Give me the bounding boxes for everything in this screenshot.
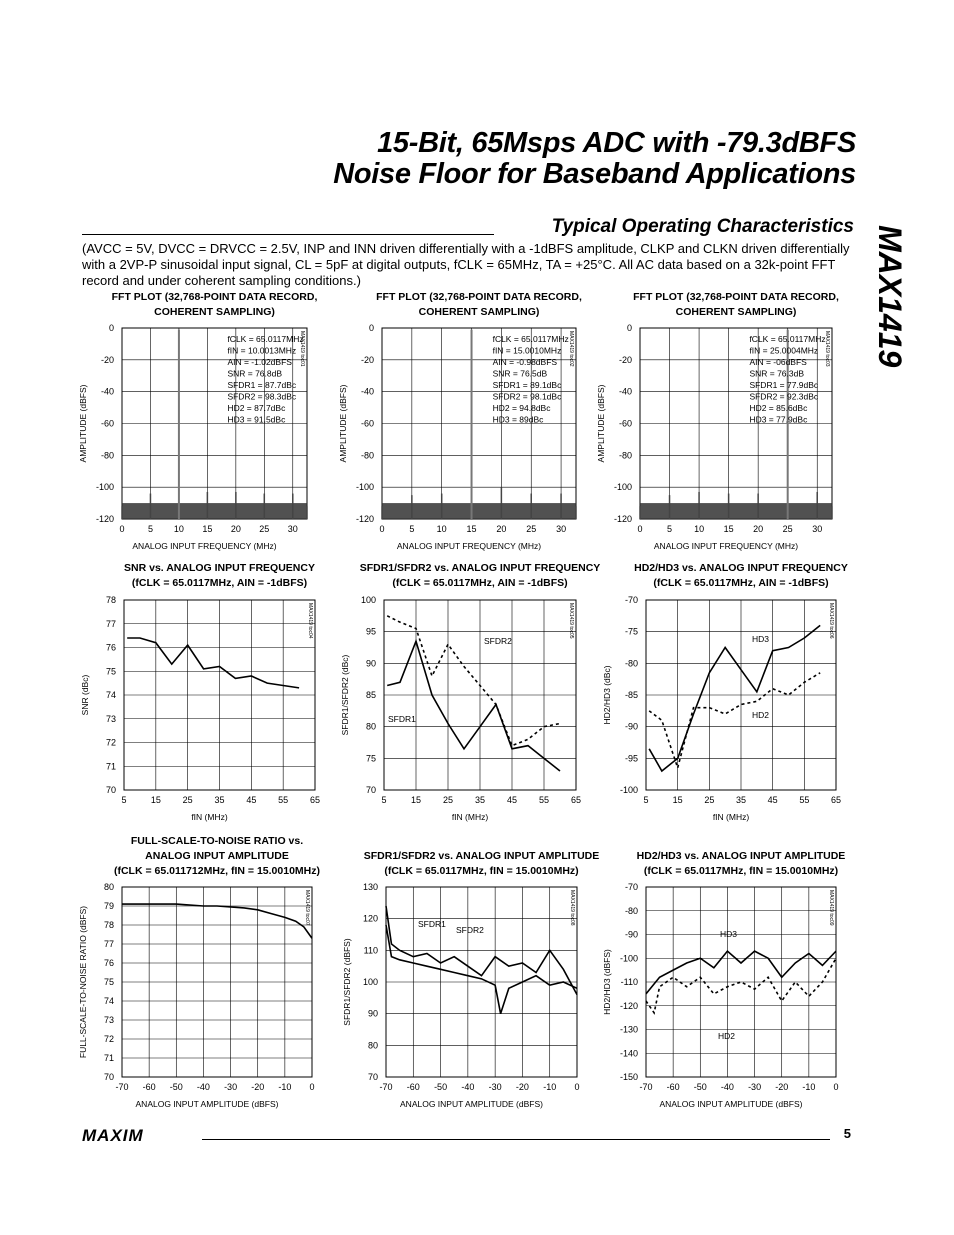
y-tick-label: -20: [100, 354, 114, 365]
y-tick-label: 100: [362, 977, 378, 987]
annotation: HD2 = 94.8dBc: [492, 403, 551, 413]
y-axis-label: AMPLITUDE (dBFS): [338, 384, 348, 463]
y-tick-label: 79: [103, 901, 114, 911]
chart-title-line: FFT PLOT (32,768-POINT DATA RECORD,: [633, 291, 839, 303]
y-tick-label: 71: [103, 1053, 114, 1063]
y-tick-label: 78: [103, 920, 114, 930]
x-tick-label: 25: [704, 795, 715, 805]
y-axis-label: AMPLITUDE (dBFS): [596, 384, 606, 463]
y-tick-label: 76: [103, 958, 114, 968]
y-tick-label: -40: [100, 386, 114, 397]
series-line-sfdr1: [386, 925, 577, 1014]
chart-title-line: SNR vs. ANALOG INPUT FREQUENCY: [124, 562, 315, 574]
x-tick-label: 30: [812, 524, 823, 534]
y-axis-label: HD2/HD3 (dBc): [602, 665, 612, 725]
chart-title-line: HD2/HD3 vs. ANALOG INPUT AMPLITUDE: [636, 850, 846, 862]
x-tick-label: 25: [259, 524, 270, 534]
y-tick-label: -80: [624, 658, 638, 669]
y-tick-label: 74: [105, 690, 116, 700]
x-tick-label: 15: [150, 795, 161, 805]
chart-title-line: FFT PLOT (32,768-POINT DATA RECORD,: [111, 291, 318, 303]
figure-code: MAX1419 toc02: [568, 331, 574, 367]
x-axis-label: ANALOG INPUT AMPLITUDE (dBFS): [400, 1099, 543, 1109]
x-tick-label: 10: [173, 524, 184, 534]
y-tick-label: -60: [100, 418, 114, 429]
annotation: fCLK = 65.0117MHz: [227, 334, 304, 344]
annotation: SFDR2 = 98.1dBc: [492, 391, 562, 402]
maxim-logo: [82, 1126, 192, 1149]
annotation: SFDR1 = 77.9dBc: [749, 380, 819, 390]
footer-divider: [202, 1139, 830, 1140]
chart-title-line: HD2/HD3 vs. ANALOG INPUT FREQUENCY: [634, 562, 848, 574]
part-number-label: MAX1419: [872, 225, 908, 368]
chart-title-fft2: [349, 290, 609, 320]
y-tick-label: -70: [624, 596, 638, 605]
y-tick-label: 70: [105, 785, 116, 795]
series-label: SFDR1: [418, 919, 446, 929]
x-tick-label: 5: [409, 524, 415, 534]
y-tick-label: 78: [105, 596, 116, 605]
chart-svg-fft1: [74, 324, 319, 559]
x-tick-label: 35: [214, 795, 225, 805]
title-line-1: 15-Bit, 65Msps ADC with -79.3dBFS: [377, 127, 856, 159]
x-axis-label: fIN (MHz): [451, 812, 489, 822]
chart-title-line: (fCLK = 65.0117MHz, AIN = -1dBFS): [392, 577, 568, 589]
series-line-sfdr1: [387, 641, 560, 771]
x-tick-label: -10: [802, 1082, 816, 1092]
x-tick-label: -70: [639, 1082, 653, 1092]
x-tick-label: 25: [182, 795, 193, 805]
x-tick-label: 5: [147, 524, 153, 534]
x-tick-label: 45: [246, 795, 257, 805]
chart-title-line: FFT PLOT (32,768-POINT DATA RECORD,: [376, 291, 582, 303]
figure-code: MAX1419 toc08: [569, 890, 575, 926]
y-tick-label: -80: [360, 450, 374, 461]
x-tick-label: 65: [570, 795, 582, 805]
y-axis-label: SFDR1/SFDR2 (dBc): [340, 654, 350, 736]
x-tick-label: 0: [833, 1082, 839, 1092]
chart-title-line: COHERENT SAMPLING): [675, 306, 797, 318]
y-tick-label: 77: [105, 618, 116, 629]
x-tick-label: 5: [643, 795, 649, 805]
x-axis-label: ANALOG INPUT FREQUENCY (MHz): [132, 541, 277, 551]
series-label: SFDR2: [456, 925, 484, 935]
y-tick-label: -100: [613, 482, 632, 493]
annotation: HD3 = 91.5dBc: [227, 414, 286, 425]
figure-code: MAX1419 toc09: [828, 890, 834, 926]
x-tick-label: -50: [693, 1082, 707, 1092]
x-axis-label: ANALOG INPUT FREQUENCY (MHz): [653, 541, 799, 551]
x-tick-label: 0: [119, 524, 125, 534]
annotation: SNR = 76.8dB: [227, 368, 283, 379]
y-tick-label: 75: [365, 753, 376, 764]
x-axis-label: fIN (MHz): [191, 812, 228, 822]
x-tick-label: 55: [278, 795, 289, 805]
annotation: fCLK = 65.0117MHz: [749, 334, 826, 344]
annotation: fIN = 15.0010MHz: [492, 345, 562, 356]
series-line-hd2: [646, 958, 836, 1013]
x-tick-label: 10: [436, 524, 447, 534]
y-axis-label: FULL-SCALE-TO-NOISE RATIO (dBFS): [78, 905, 88, 1059]
y-tick-label: 85: [365, 690, 376, 700]
x-tick-label: 45: [506, 795, 518, 805]
x-tick-label: 35: [474, 795, 486, 805]
y-tick-label: -20: [618, 354, 632, 365]
x-tick-label: -70: [115, 1082, 129, 1092]
chart-title-fft3: [606, 290, 866, 320]
x-tick-label: 15: [202, 524, 213, 534]
x-tick-label: -70: [379, 1082, 393, 1092]
y-tick-label: -150: [619, 1072, 638, 1082]
x-tick-label: 0: [574, 1082, 580, 1092]
chart-title-hd_freq: [611, 561, 871, 591]
y-tick-label: 76: [105, 642, 116, 653]
y-tick-label: 90: [367, 1008, 378, 1019]
x-tick-label: 0: [637, 524, 643, 534]
annotation: SNR = 76.5dB: [492, 368, 548, 379]
x-tick-label: 0: [309, 1082, 315, 1092]
y-tick-label: -120: [355, 514, 374, 524]
y-tick-label: -60: [360, 418, 374, 429]
x-tick-label: -40: [461, 1082, 475, 1092]
y-tick-label: 73: [103, 1015, 114, 1025]
x-tick-label: 35: [735, 795, 747, 805]
y-tick-label: -130: [619, 1024, 638, 1035]
chart-title-hd_amp: [611, 849, 871, 879]
chart-title-line: COHERENT SAMPLING): [418, 306, 540, 318]
section-title: Typical Operating Characteristics: [551, 216, 854, 237]
chart-title-snr: [90, 561, 350, 591]
annotation: SFDR1 = 87.7dBc: [227, 380, 297, 390]
x-tick-label: 15: [466, 524, 477, 534]
x-tick-label: -60: [666, 1082, 680, 1092]
y-tick-label: -110: [620, 977, 638, 987]
x-tick-label: 55: [799, 795, 810, 805]
annotation: fCLK = 65.0117MHz: [492, 334, 569, 344]
chart-svg-hd_amp: [598, 883, 848, 1117]
chart-title-line: COHERENT SAMPLING): [154, 306, 275, 318]
y-tick-label: 72: [103, 1034, 114, 1044]
annotation: HD2 = 85.6dBc: [749, 403, 808, 413]
y-tick-label: -80: [618, 450, 632, 461]
x-tick-label: 20: [753, 524, 764, 534]
y-tick-label: 100: [360, 596, 376, 605]
y-tick-label: -80: [100, 450, 114, 461]
chart-title-sfdr_freq: [350, 561, 610, 591]
chart-svg-fft2: [334, 324, 588, 559]
y-axis-label: HD2/HD3 (dBFS): [602, 949, 612, 1015]
series-label: HD3: [752, 634, 770, 644]
y-tick-label: 0: [108, 324, 114, 333]
chart-title-line: (fCLK = 65.0117MHz, AIN = -1dBFS): [653, 577, 829, 589]
x-tick-label: 20: [496, 524, 507, 534]
y-tick-label: -100: [619, 953, 638, 964]
y-tick-label: -120: [619, 1000, 638, 1011]
x-tick-label: -40: [720, 1082, 734, 1092]
x-tick-label: -60: [142, 1082, 156, 1092]
y-tick-label: -90: [624, 929, 638, 940]
x-tick-label: -30: [748, 1082, 762, 1092]
x-tick-label: -40: [196, 1082, 210, 1092]
series-line: [127, 638, 299, 688]
y-tick-label: -120: [613, 514, 632, 524]
x-tick-label: 25: [442, 795, 454, 805]
figure-code: MAX1419 toc06: [828, 603, 834, 639]
x-tick-label: -20: [775, 1082, 789, 1092]
y-tick-label: -70: [624, 883, 638, 892]
y-tick-label: -120: [95, 514, 114, 524]
figure-code: MAX1419 toc04: [307, 603, 313, 639]
y-axis-label: AMPLITUDE (dBFS): [78, 384, 88, 463]
chart-title-line: SFDR1/SFDR2 vs. ANALOG INPUT FREQUENCY: [359, 562, 601, 574]
x-tick-label: 5: [121, 795, 127, 805]
figure-code: MAX1419 toc05: [568, 603, 574, 639]
x-tick-label: 25: [526, 524, 537, 534]
x-tick-label: -50: [169, 1082, 183, 1092]
y-tick-label: 110: [363, 945, 378, 956]
part-number-sidebar: [868, 225, 908, 385]
x-axis-label: ANALOG INPUT FREQUENCY (MHz): [396, 541, 542, 551]
x-tick-label: -30: [488, 1082, 502, 1092]
y-axis-label: SFDR1/SFDR2 (dBFS): [342, 938, 352, 1026]
series-label: SFDR1: [388, 714, 416, 724]
y-tick-label: 75: [105, 666, 116, 677]
series-line-hd3: [649, 625, 820, 771]
y-tick-label: 71: [105, 761, 116, 772]
series-line-hd2: [649, 673, 820, 768]
x-tick-label: -60: [406, 1082, 420, 1092]
x-tick-label: -20: [251, 1082, 265, 1092]
chart-title-line: SFDR1/SFDR2 vs. ANALOG INPUT AMPLITUDE: [363, 850, 600, 862]
x-tick-label: 15: [672, 795, 683, 805]
x-tick-label: 65: [830, 795, 842, 805]
x-tick-label: 5: [667, 524, 673, 534]
y-tick-label: -60: [618, 418, 632, 429]
y-tick-label: 77: [103, 939, 114, 949]
x-tick-label: -50: [434, 1082, 448, 1092]
y-tick-label: -20: [360, 354, 374, 365]
chart-title-line: (fCLK = 65.011712MHz, fIN = 15.0010MHz): [113, 865, 320, 877]
x-tick-label: -30: [224, 1082, 238, 1092]
x-tick-label: 10: [694, 524, 705, 534]
x-tick-label: 5: [381, 795, 387, 805]
chart-title-fsnr_amp: [87, 834, 347, 879]
annotation: fIN = 10.0013MHz: [227, 345, 297, 356]
annotation: SNR = 76.3dB: [749, 368, 805, 379]
chart-svg-fsnr_amp: [74, 883, 324, 1117]
y-tick-label: -80: [624, 905, 638, 916]
annotation: SFDR1 = 89.1dBc: [492, 380, 562, 390]
chart-svg-hd_freq: [598, 596, 848, 830]
chart-title-line: FULL-SCALE-TO-NOISE RATIO vs.: [130, 835, 304, 847]
y-tick-label: 0: [626, 324, 632, 333]
y-tick-label: 70: [365, 785, 376, 795]
page-title: [333, 128, 856, 190]
y-tick-label: -95: [624, 753, 638, 764]
y-tick-label: -100: [619, 785, 638, 795]
x-tick-label: 45: [767, 795, 778, 805]
y-tick-label: -40: [360, 386, 374, 397]
section-divider: [82, 234, 494, 235]
y-axis-label: SNR (dBc): [80, 674, 90, 716]
x-tick-label: 65: [309, 795, 321, 805]
y-tick-label: -140: [619, 1048, 638, 1059]
figure-code: MAX1419 toc03: [824, 331, 830, 367]
y-tick-label: 95: [365, 626, 376, 637]
x-tick-label: 15: [410, 795, 422, 805]
x-tick-label: 0: [379, 524, 385, 534]
x-axis-label: ANALOG INPUT AMPLITUDE (dBFS): [135, 1099, 279, 1109]
chart-title-line: ANALOG INPUT AMPLITUDE: [145, 850, 289, 862]
chart-svg-fft3: [592, 324, 844, 559]
figure-code: MAX1419 toc07: [304, 890, 310, 926]
figure-code: MAX1419 toc01: [299, 331, 305, 367]
annotation: fIN = 25.0004MHz: [749, 345, 819, 356]
x-tick-label: -10: [278, 1082, 292, 1092]
y-tick-label: 75: [103, 977, 114, 987]
annotation: AIN = -1.02dBFS: [227, 357, 292, 367]
x-tick-label: 25: [782, 524, 793, 534]
annotation: SFDR2 = 92.3dBc: [749, 391, 819, 402]
y-tick-label: 90: [365, 658, 376, 669]
y-tick-label: 70: [103, 1072, 114, 1082]
y-tick-label: 73: [105, 713, 116, 724]
x-axis-label: ANALOG INPUT AMPLITUDE (dBFS): [659, 1099, 803, 1109]
y-tick-label: -75: [624, 626, 638, 637]
series-label: SFDR2: [484, 636, 512, 646]
y-tick-label: 0: [368, 324, 374, 333]
chart-title-fft1: [85, 290, 345, 320]
series-line-hd3: [646, 951, 836, 994]
chart-title-line: (fCLK = 65.0117MHz, fIN = 15.0010MHz): [384, 865, 579, 877]
x-tick-label: 30: [287, 524, 298, 534]
y-tick-label: -40: [618, 386, 632, 397]
chart-svg-sfdr_freq: [336, 596, 588, 830]
series-label: HD3: [720, 929, 738, 939]
y-tick-label: 120: [362, 913, 378, 924]
title-line-2: Noise Floor for Baseband Applications: [333, 158, 856, 190]
series-label: HD2: [752, 710, 770, 720]
x-tick-label: 20: [230, 524, 241, 534]
y-tick-label: -100: [95, 482, 114, 493]
chart-svg-snr: [76, 596, 327, 830]
x-tick-label: 55: [538, 795, 550, 805]
chart-svg-sfdr_amp: [338, 883, 589, 1117]
chart-title-line: (fCLK = 65.0117MHz, fIN = 15.0010MHz): [643, 865, 839, 877]
x-tick-label: -20: [515, 1082, 529, 1092]
y-tick-label: -90: [624, 721, 638, 732]
series-line: [122, 904, 312, 938]
y-tick-label: -100: [355, 482, 374, 493]
x-axis-label: fIN (MHz): [712, 812, 750, 822]
series-line-sfdr2: [387, 616, 560, 746]
page-number: 5: [843, 1126, 851, 1141]
chart-title-sfdr_amp: [352, 849, 612, 879]
chart-title-line: (fCLK = 65.0117MHz, AIN = -1dBFS): [131, 577, 308, 589]
y-tick-label: 70: [367, 1072, 378, 1082]
y-tick-label: 72: [105, 737, 116, 748]
x-tick-label: -10: [543, 1082, 557, 1092]
annotation: HD2 = 87.7dBc: [227, 403, 286, 413]
y-tick-label: 80: [103, 883, 114, 892]
annotation: AIN = -0.98dBFS: [492, 357, 558, 367]
y-tick-label: 130: [362, 883, 378, 892]
y-tick-label: 74: [103, 996, 114, 1006]
annotation: HD3 = 77.9dBc: [749, 414, 808, 425]
x-tick-label: 30: [556, 524, 567, 534]
y-tick-label: 80: [365, 721, 376, 732]
series-label: HD2: [718, 1031, 736, 1041]
annotation: SFDR2 = 98.3dBc: [227, 391, 297, 402]
maxim-logo-text: MAXIM: [82, 1126, 144, 1144]
y-tick-label: 80: [367, 1040, 378, 1051]
annotation: AIN = -06dBFS: [749, 357, 807, 367]
x-tick-label: 15: [723, 524, 734, 534]
test-conditions: (AVCC = 5V, DVCC = DRVCC = 2.5V, INP and INN driven differentially with a -1dBFS amplitude, CLKP and CLKN driven differentially with a 2VP-P sinusoidal input signal, CL = 5pF at digital outputs, fCLK = 65MHz, TA = +25°C. All AC data based on a 32k-point FFT record and under coherent sampling conditions.): [82, 241, 850, 288]
annotation: HD3 = 89dBc: [492, 414, 544, 425]
y-tick-label: -85: [624, 690, 638, 700]
